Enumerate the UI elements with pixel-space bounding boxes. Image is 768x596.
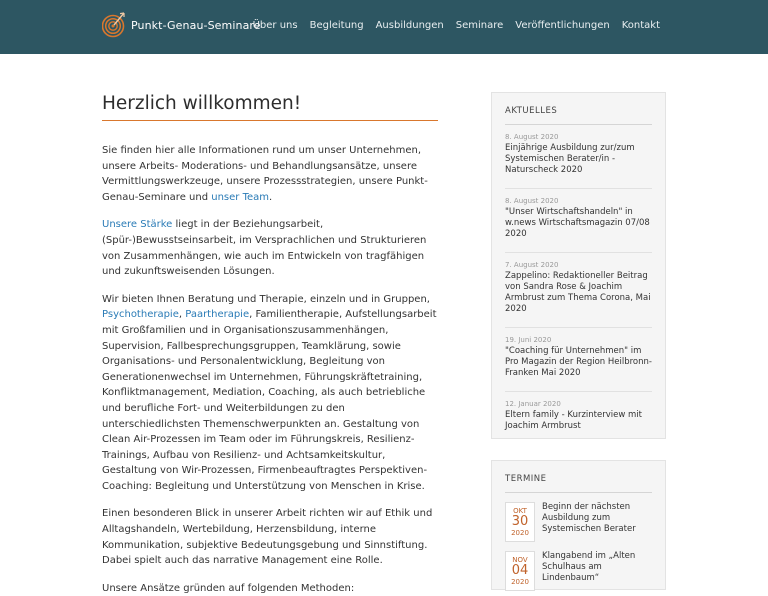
strengths-link[interactable]: Unsere Stärke	[102, 219, 173, 231]
news-date: 7. August 2020	[505, 261, 559, 269]
news-title[interactable]: Zappelino: Redaktioneller Beitrag von Sandra Rose & Joachim Armbrust zum Thema Corona, Mai 2020	[505, 271, 651, 314]
event-item[interactable]	[505, 502, 652, 542]
news-divider	[505, 252, 652, 253]
services-start: Wir bieten Ihnen Beratung und Therapie, einzeln und in Gruppen,	[102, 293, 430, 305]
calendar-date-badge	[505, 502, 535, 542]
events-widget	[491, 460, 666, 590]
intro-text: Sie finden hier alle Informationen rund um unser Unternehmen, unsere Arbeits- Moderations- und Behandlungsansätze, unsere Vermittlungswerkzeuge, unsere Prozessstrategien, unsere Punkt-Genau-Seminare und	[102, 145, 428, 203]
event-month: NOV	[512, 556, 528, 564]
intro-end: .	[269, 191, 273, 203]
news-divider	[505, 327, 652, 328]
news-title[interactable]: Einjährige Ausbildung zur/zum Systemischen Berater/in - Naturscheck 2020	[505, 143, 635, 175]
team-link[interactable]: unser Team	[211, 191, 269, 203]
psychotherapy-link[interactable]: Psychotherapie	[102, 309, 179, 321]
news-title[interactable]: Eltern family - Kurzinterview mit Joachim Armbrust	[505, 410, 642, 431]
news-item[interactable]	[505, 261, 652, 315]
news-heading: AKTUELLES	[505, 106, 652, 125]
event-day: 04	[511, 563, 529, 578]
spiral-logo-icon[interactable]	[102, 12, 126, 38]
news-item[interactable]	[505, 197, 652, 240]
event-year: 2020	[511, 529, 529, 537]
event-year: 2020	[511, 578, 529, 586]
nav-kontakt[interactable]: Kontakt	[621, 20, 660, 31]
nav-veroeffentlichungen[interactable]: Veröffentlichungen	[515, 20, 610, 31]
nav-ausbildungen[interactable]: Ausbildungen	[375, 20, 444, 31]
news-divider	[505, 391, 652, 392]
services-paragraph	[102, 292, 442, 495]
services-text: , Familientherapie, Aufstellungsarbeit mit Großfamilien und in Organisationszusammenhängen, Supervision, Fallbesprechungsgruppen, Teamklärung, sowie Organisations- und Personalentwicklung, Begleitung von Generationenwechsel im Unternehmen, Führungskräftetraining, Konfliktmanagement, Mediation, Coaching, als auch betriebliche und berufliche Fort- und Weiterbildungen zu den unterschiedlichsten Themenschwerpunkten an. Gestaltung von Clean Air-Prozessen im Team oder im Führungskreis, Resilienz-Trainings, Aufbau von Resilienz- und Achtsamkeitskultur, Gestaltung von Wir-Prozessen, Firmenbeauftragtes Perspektiven-Coaching: Begleitung und Unterstützung von Menschen in Krise.	[102, 309, 437, 492]
brand-name[interactable]: Punkt-Genau-Seminare	[131, 19, 261, 32]
main-content	[102, 92, 438, 596]
strengths-paragraph	[102, 217, 442, 279]
event-item[interactable]	[505, 551, 652, 591]
news-date: 19. Juni 2020	[505, 336, 552, 344]
methods-paragraph: Unsere Ansätze gründen auf folgenden Methoden:	[102, 582, 355, 594]
couples-therapy-link[interactable]: Paartherapie	[185, 309, 250, 321]
news-title[interactable]: "Unser Wirtschaftshandeln" in w.news Wirtschaftsmagazin 07/08 2020	[505, 207, 650, 239]
event-title[interactable]: Beginn der nächsten Ausbildung zum Systemischen Berater	[542, 502, 636, 534]
news-item[interactable]	[505, 133, 652, 176]
event-month: OKT	[513, 507, 527, 515]
main-nav	[253, 20, 660, 31]
news-widget	[491, 92, 666, 439]
site-header	[0, 0, 768, 54]
news-divider	[505, 188, 652, 189]
news-item[interactable]	[505, 400, 652, 432]
news-item[interactable]	[505, 336, 652, 379]
services-sep: ,	[178, 309, 186, 321]
ethics-paragraph: Einen besonderen Blick in unserer Arbeit richten wir auf Ethik und Alltagshandeln, Wertebildung, Herzensbildung, interne Kommunikation, subjektive Bedeutungsgebung und Sinnstiftung. Dabei spielt auch das narrative Management eine Rolle.	[102, 508, 433, 567]
news-date: 8. August 2020	[505, 133, 559, 141]
news-date: 8. August 2020	[505, 197, 559, 205]
event-title[interactable]: Klangabend im „Alten Schulhaus am Lindenbaum“	[542, 551, 636, 583]
calendar-date-badge	[505, 551, 535, 591]
news-date: 12. Januar 2020	[505, 400, 561, 408]
news-title[interactable]: "Coaching für Unternehmen" im Pro Magazin der Region Heilbronn-Franken Mai 2020	[505, 346, 652, 378]
strengths-text: liegt in der Beziehungsarbeit, (Spür-)Bewusstseinsarbeit, im Versprachlichen und Strukturieren von Zusammenhängen, wie auch im Entwickeln von tragfähigen und zukunftsweisenden Lösungen.	[102, 219, 427, 278]
page-title: Herzlich willkommen!	[102, 93, 302, 114]
event-day: 30	[511, 514, 529, 529]
intro-paragraph	[102, 143, 442, 205]
nav-begleitung[interactable]: Begleitung	[309, 20, 364, 31]
title-divider	[102, 120, 438, 121]
events-heading: TERMINE	[505, 474, 652, 493]
nav-ueber-uns[interactable]: Über uns	[252, 20, 298, 31]
nav-seminare[interactable]: Seminare	[455, 20, 504, 31]
